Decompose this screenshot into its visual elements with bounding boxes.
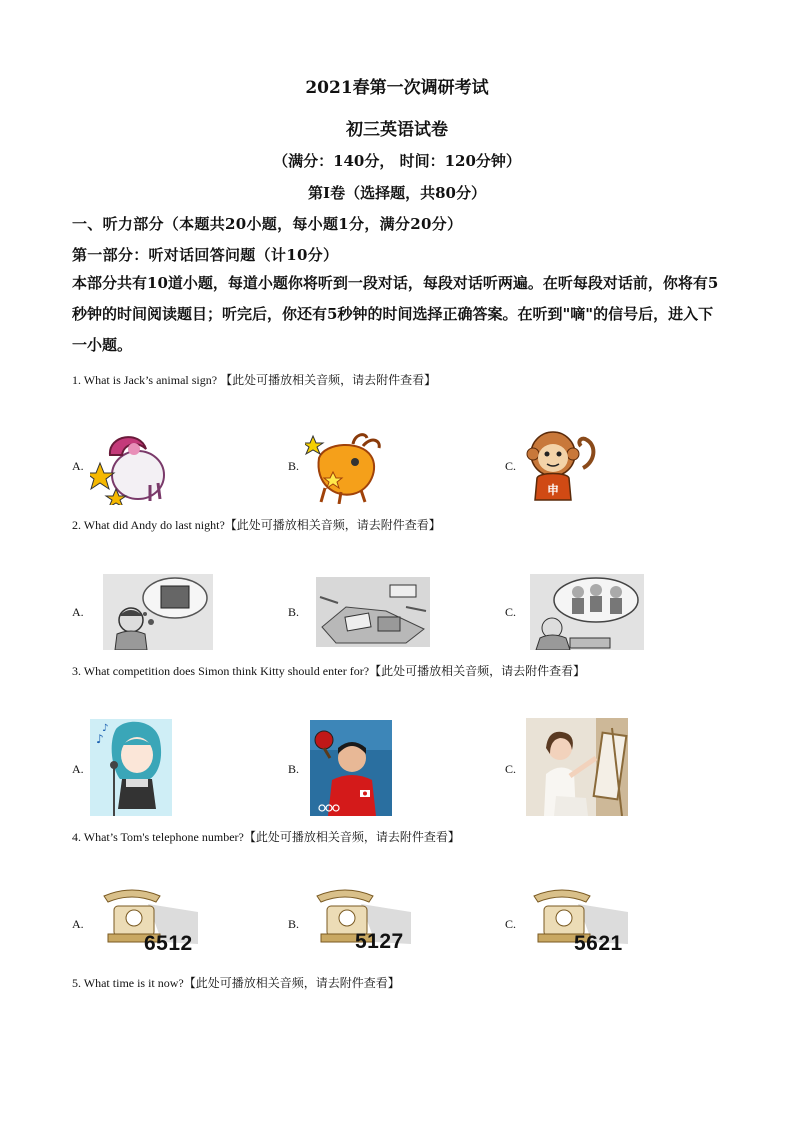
goat-zodiac-icon bbox=[90, 425, 170, 505]
exam-title: 2021春第一次调研考试 bbox=[305, 78, 489, 98]
option-a: A. bbox=[72, 459, 84, 473]
option-c: C. bbox=[505, 917, 517, 931]
option-b: B. bbox=[288, 605, 300, 619]
option-c: C. bbox=[505, 605, 517, 619]
svg-text:♪: ♪ bbox=[102, 723, 109, 734]
question-2 bbox=[72, 516, 441, 533]
question-text: 4. What’s Tom's telephone number? bbox=[72, 830, 244, 844]
exam-info: （满分：140分， 时间：120分钟） bbox=[273, 152, 521, 170]
instructions: 本部分共有10道小题，每道小题你将听到一段对话，每段对话听两遍。在听每段对话前，你将有5秒钟的时间阅读题目；听完后，你还有5秒钟的时间选择正确答案。在听到"嘀"的信号后，进入下一小题。 bbox=[72, 274, 719, 354]
section-heading: 一、听力部分（本题共20小题，每小题1分，满分20分） bbox=[72, 215, 463, 233]
phone-number-b: 5127 bbox=[355, 930, 404, 953]
anime-singer-image bbox=[90, 719, 172, 816]
svg-text:申: 申 bbox=[546, 483, 560, 497]
option-a: A. bbox=[72, 605, 84, 619]
ox-zodiac-icon bbox=[305, 428, 385, 504]
option-c: C. bbox=[505, 459, 517, 473]
svg-text:♪: ♪ bbox=[96, 732, 104, 746]
audio-note: 【此处可播放相关音频，请去附件查看】 bbox=[243, 830, 460, 844]
messy-desk-image bbox=[316, 577, 430, 647]
question-4 bbox=[72, 828, 460, 845]
part-heading: 第一部分：听对话回答问题（计10分） bbox=[72, 246, 339, 264]
question-text: 2. What did Andy do last night? bbox=[72, 518, 225, 532]
option-c: C. bbox=[505, 762, 517, 776]
boy-dreaming-image bbox=[530, 574, 644, 650]
audio-note: 【此处可播放相关音频，请去附件查看】 bbox=[224, 518, 441, 532]
audio-note: 【此处可播放相关音频，请去附件查看】 bbox=[183, 976, 400, 990]
question-1 bbox=[72, 371, 436, 388]
phone-number-a: 6512 bbox=[144, 932, 193, 955]
boy-watching-tv-image bbox=[103, 574, 213, 650]
option-b: B. bbox=[288, 917, 300, 931]
audio-note: 【此处可播放相关音频，请去附件查看】 bbox=[369, 664, 586, 678]
audio-note: 【此处可播放相关音频，请去附件查看】 bbox=[220, 373, 437, 387]
question-text: 3. What competition does Simon think Kitty should enter for? bbox=[72, 664, 370, 678]
monkey-zodiac-icon bbox=[525, 428, 600, 503]
exam-subtitle: 初三英语试卷 bbox=[346, 120, 448, 140]
phone-number-c: 5621 bbox=[574, 932, 623, 955]
question-text: 5. What time is it now? bbox=[72, 976, 184, 990]
option-b: B. bbox=[288, 459, 300, 473]
volume-heading: 第I卷（选择题，共80分） bbox=[308, 184, 486, 202]
table-tennis-player-image bbox=[310, 720, 392, 816]
option-b: B. bbox=[288, 762, 300, 776]
question-text: 1. What is Jack’s animal sign? bbox=[72, 373, 221, 387]
woman-painting-image bbox=[526, 718, 628, 816]
option-a: A. bbox=[72, 917, 84, 931]
option-a: A. bbox=[72, 762, 84, 776]
question-3 bbox=[72, 662, 585, 679]
question-5 bbox=[72, 974, 400, 991]
